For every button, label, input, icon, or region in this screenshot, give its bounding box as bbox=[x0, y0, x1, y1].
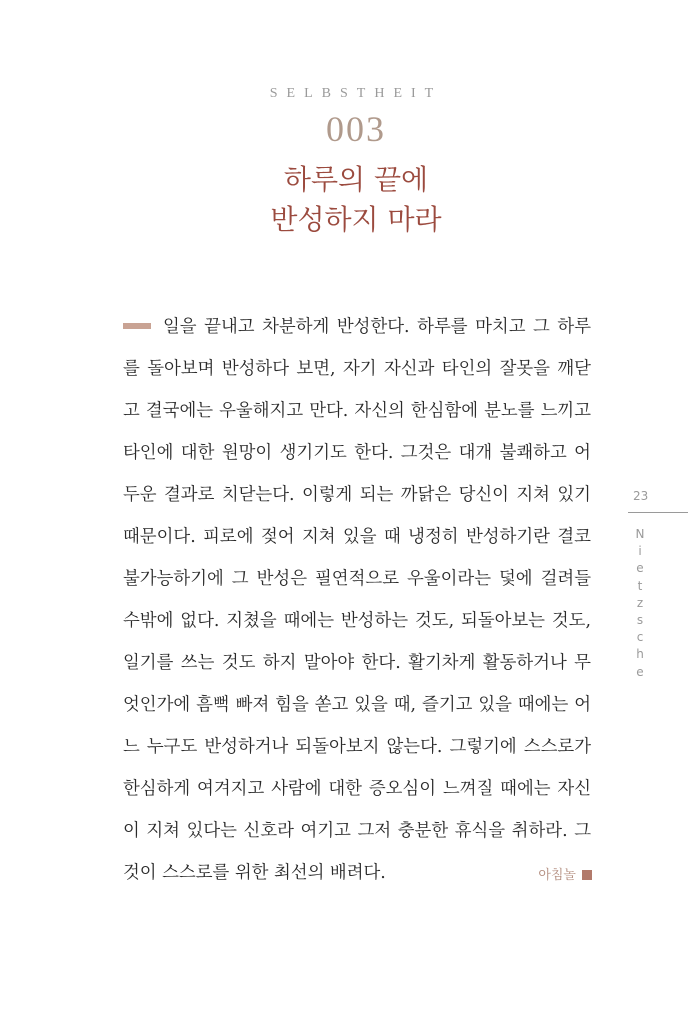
book-title-letter: i bbox=[638, 544, 642, 559]
book-title-letter: z bbox=[636, 595, 644, 610]
book-title-vertical bbox=[633, 526, 647, 681]
book-title-letter: N bbox=[635, 527, 645, 541]
chapter-title-line-2: 반성하지 마라 bbox=[270, 203, 442, 236]
chapter-title bbox=[0, 160, 688, 240]
source-attribution bbox=[538, 864, 592, 883]
lead-bar-icon bbox=[123, 323, 151, 329]
book-title-letter: t bbox=[637, 578, 643, 593]
book-title-letter: h bbox=[636, 647, 644, 662]
book-title-letter: s bbox=[636, 613, 644, 628]
body-text: 일을 끝내고 차분하게 반성한다. 하루를 마치고 그 하루를 돌아보며 반성하다 보면, 자기 자신과 타인의 잘못을 깨닫고 결국에는 우울해지고 만다. 자신의 한심함에 분노를 느끼고 타인에 대한 원망이 생기기도 한다. 그것은 대개 불쾌하고 어두운 결과로 치닫는다. 이렇게 되는 까닭은 당신이 지쳐 있기 때문이다. 피로에 젖어 지쳐 있을 때 냉정히 반성하기란 결코 불가능하기에 그 반성은 필연적으로 우울이라는 덫에 걸려들 수밖에 없다. 지쳤을 때에는 반성하는 것도, 되돌아보는 것도, 일기를 쓰는 것도 하지 말아야 한다. 활기차게 활동하거나 무엇인가에 흠뻑 빠져 힘을 쏟고 있을 때, 즐기고 있을 때에는 어느 누구도 반성하거나 되돌아보지 않는다. 그렇기에 스스로가 한심하게 여겨지고 사람에 대한 증오심이 느껴질 때에는 자신이 지쳐 있다는 신호라 여기고 그저 충분한 휴식을 취하라. 그것이 스스로를 위한 최선의 배려다. bbox=[123, 317, 591, 883]
page-divider bbox=[628, 512, 688, 513]
book-title-letter: e bbox=[636, 664, 644, 679]
book-title-letter: e bbox=[636, 561, 644, 576]
chapter-number: 003 bbox=[326, 109, 386, 149]
chapter-title-line-1: 하루의 끝에 bbox=[283, 163, 429, 196]
book-title-letter: c bbox=[636, 630, 644, 645]
section-label: SELBSTHEIT bbox=[269, 86, 443, 101]
square-marker-icon bbox=[582, 870, 592, 880]
page-number: 23 bbox=[633, 489, 649, 503]
body-paragraph bbox=[123, 306, 591, 894]
source-title: 아침놀 bbox=[538, 868, 576, 883]
